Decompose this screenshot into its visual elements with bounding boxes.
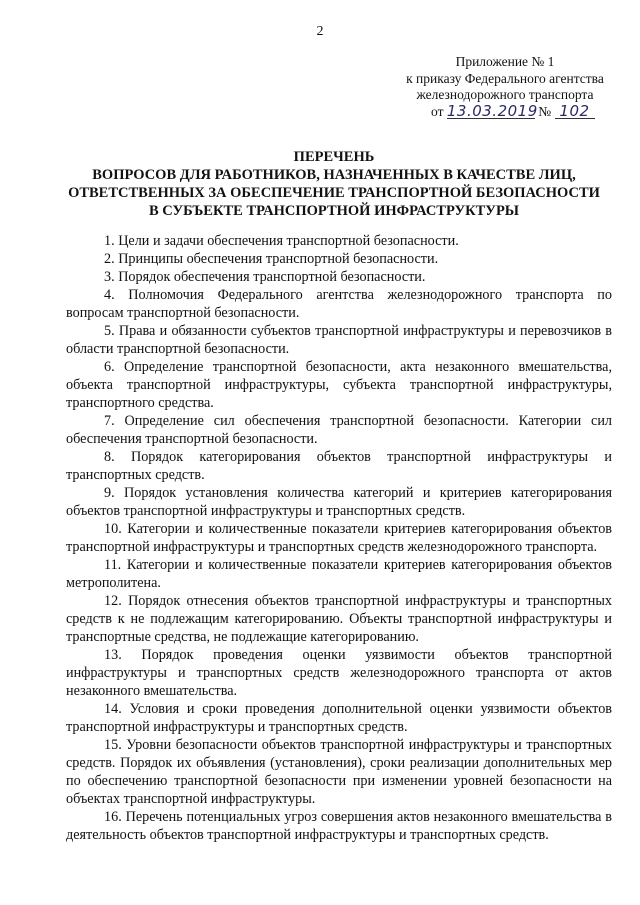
question-list bbox=[66, 232, 612, 844]
list-item: 2. Принципы обеспечения транспортной безопасности. bbox=[104, 251, 439, 267]
list-item: 12. Порядок отнесения объектов транспортной инфраструктуры и транспортных средств к не подлежащим категорированию. Объекты транспортной инфраструктуры и транспортные средства, не подлежащие категорированию. bbox=[66, 593, 612, 645]
document-heading bbox=[60, 148, 608, 220]
heading-line-3: ОТВЕТСТВЕННЫХ ЗА ОБЕСПЕЧЕНИЕ ТРАНСПОРТНОЙ БЕЗОПАСНОСТИ bbox=[68, 185, 600, 201]
appendix-agency-line: железнодорожного транспорта bbox=[416, 87, 594, 102]
appendix-title: Приложение № 1 bbox=[455, 54, 555, 69]
list-item: 11. Категории и количественные показатели критериев категорирования объектов метрополитена. bbox=[66, 557, 612, 591]
appendix-date-line bbox=[395, 101, 615, 121]
handwritten-date: 13.03.2019 bbox=[446, 101, 538, 120]
list-item: 14. Условия и сроки проведения дополнительной оценки уязвимости объектов транспортной инфраструктуры и транспортных средств. bbox=[66, 701, 612, 735]
heading-line-4: В СУБЪЕКТЕ ТРАНСПОРТНОЙ ИНФРАСТРУКТУРЫ bbox=[148, 203, 520, 219]
appendix-order-line: к приказу Федерального агентства bbox=[406, 70, 604, 86]
list-item: 15. Уровни безопасности объектов транспортной инфраструктуры и транспортных средств. Порядок их объявления (установления), сроки реализации дополнительных мер по обеспечению транспортной безопасности при изменении уровней безопасности на объектах транспортной инфраструктуры. bbox=[66, 737, 612, 807]
heading-line-2: ВОПРОСОВ ДЛЯ РАБОТНИКОВ, НАЗНАЧЕННЫХ В КАЧЕСТВЕ ЛИЦ, bbox=[92, 167, 576, 183]
list-item: 6. Определение транспортной безопасности, акта незаконного вмешательства, объекта транспортной инфраструктуры, субъекта транспортной инфраструктуры, транспортного средства. bbox=[66, 359, 612, 411]
date-prefix: от bbox=[431, 103, 444, 119]
list-item: 10. Категории и количественные показатели критериев категорирования объектов транспортной инфраструктуры и транспортных средств железнодорожного транспорта. bbox=[66, 521, 612, 555]
list-item: 8. Порядок категорирования объектов транспортной инфраструктуры и транспортных средств. bbox=[66, 449, 612, 483]
list-item: 4. Полномочия Федерального агентства железнодорожного транспорта по вопросам транспортной безопасности. bbox=[66, 287, 612, 321]
handwritten-number: 102 bbox=[555, 104, 595, 119]
list-item: 5. Права и обязанности субъектов транспортной инфраструктуры и перевозчиков в области транспортной безопасности. bbox=[66, 323, 612, 357]
page-number: 2 bbox=[316, 24, 324, 39]
list-item: 16. Перечень потенциальных угроз совершения актов незаконного вмешательства в деятельность объектов транспортной инфраструктуры и транспортных средств. bbox=[66, 809, 612, 843]
appendix-block bbox=[395, 54, 615, 120]
list-item: 7. Определение сил обеспечения транспортной безопасности. Категории сил обеспечения транспортной безопасности. bbox=[66, 413, 612, 447]
heading-title: ПЕРЕЧЕНЬ bbox=[293, 149, 375, 165]
list-item: 9. Порядок установления количества категорий и критериев категорирования объектов транспортной инфраструктуры и транспортных средств. bbox=[66, 485, 612, 519]
number-prefix: № bbox=[538, 103, 552, 119]
list-item: 3. Порядок обеспечения транспортной безопасности. bbox=[104, 269, 426, 285]
list-item: 1. Цели и задачи обеспечения транспортной безопасности. bbox=[104, 233, 459, 249]
list-item: 13. Порядок проведения оценки уязвимости объектов транспортной инфраструктуры и транспортных средств железнодорожного транспорта от актов незаконного вмешательства. bbox=[66, 647, 612, 699]
